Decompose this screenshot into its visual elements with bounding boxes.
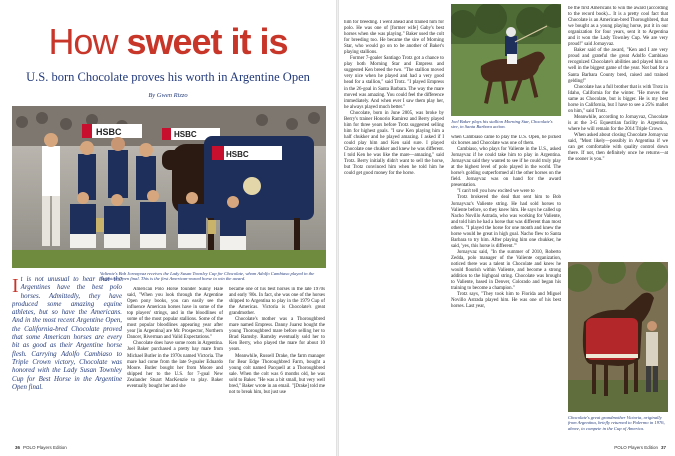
left-column-3	[229, 287, 325, 443]
paragraph: Baker said of the award, "Ken and I are very proud and grateful the great Adolfo Cambiaso recognized Chocolate's abilities and played him so well in the biggest game of the year. Not bad for a Santa Barbara County bred, raised and trained gelding!"	[568, 48, 668, 84]
paragraph: him for breeding. I went ahead and trained him for polo. He was one of [former wife] Gaby's best horses when she was playing." Baker used the colt for breeding too. He became the sire of Morning Star, who would go on to be another of Baker's playing stallions.	[344, 20, 444, 56]
paragraph: American Polo Horse founder Sunny Hale said, "When you look through the Argentine Open pony books, you can easily see the influence American horses have in some of the top players' strings, and in the bloodlines of some of the most popular stallions. Some of the most popular bloodlines appearing year after year [in Argentina] are Mr. Prospector, Northern Dancer, Riverman and Valid Expectations."	[127, 287, 223, 341]
paragraph: when Cambiaso came to play the U.S. Open, he picked six horses and Chocolate was one of them.	[451, 135, 561, 147]
right-page	[339, 0, 675, 456]
paragraph: became one of his best horses in the late 1970s and early '80s. In fact, she was one of the horses shipped to Argentina to play in the 1979 Cup of the Americas. Victoria is Chocolate's great grandmother.	[229, 287, 325, 317]
mare-photo-caption: Chocolate's great grandmother Victoria, originally from Argentina, briefly returned to Palermo in 1976, above, to compete in the Cup of America.	[568, 415, 665, 431]
right-column-2	[451, 135, 561, 443]
paragraph: Cambiaso, who plays for Valiente in the U.S., asked Jornayvaz if he could take him to play in Argentina. Jornayvaz said they wanted to see if he could truly play at the highest level of polo played in the world. The horse's golding outperformed all the other horses on the field. Jornayvaz was on hand for the award presentation.	[451, 147, 561, 189]
mare-photo	[568, 262, 668, 412]
intro-text: t is not unusual to hear that the Argentines have the best polo horses. Admittedly, they have produced some amazing equine athletes, but so have the Americans. And in the most recent Argentine Open, the California-bred Chocolate proved that some American horses are every bit as good as their Argentine horse flesh. Carrying Adolfo Cambiaso to Triple Crown victory, Chocolate was honored with the Lady Susan Townley Cup for Best Horse in the Argentine Open final.	[12, 276, 122, 391]
left-page-footer	[12, 445, 67, 450]
right-column-1	[344, 20, 444, 444]
right-column-3	[568, 6, 668, 258]
intro-paragraph	[12, 276, 122, 446]
paragraph: Former 7-goaler Santiago Trotz got a chance to play both Morning Star and Empress and suggested Ken breed the two. "The stallion moved very nice when he played and had a very good head for a stallion," said Trotz. "I played Empress in the 26-goal in Santa Barbara. The way the mare moved was amazing. You could feel the difference immediately. And when ever I saw them play her, he always played much better."	[344, 56, 444, 110]
hsbc-banner-2: HSBC	[174, 130, 197, 139]
headline-bold: sweet it is	[126, 21, 288, 62]
paragraph: Meanwhile, Russell Drake, the farm manager for Bear Edge Thoroughbred Farm, bought a young colt named Pacquell at a Thoroughbred sale. When the colt was 6 months old, he was sold to Baker. "He was a bit small, but very well bred," Baker wrote in an email. "[Drake] told me not to break him, but just use	[229, 353, 325, 395]
left-page	[0, 0, 336, 456]
publication-name: POLO Players Edition	[23, 445, 67, 450]
rider-photo-caption: Joel Baker plays his stallion Morning Star, Chocolate's sire, in Santa Barbara action.	[451, 119, 553, 130]
paragraph: Trotz brokered the deal that sent him to Bob Jornayvaz's Valiente string. He had sold horses to Valiente before, so they knew him. He says he called up Nacho Novillo Astrada, who was working for Valiente, and told him he had a horse that was different than most others. "I played the horse for one month and knew the horse would be great in high goal. Nacho flew to Santa Barbara to try him. After playing him one chukker, he said, 'yes, this horse is different.'"	[451, 195, 561, 249]
paragraph: When asked about closing Chocolate Jornayvaz said, "Most likely—possibly in Argentina if we can get comfortable with quality control down there. If not, then definitely once he returns—at the sooner is you."	[568, 132, 668, 163]
rider-photo	[451, 4, 561, 116]
right-page-footer	[614, 445, 669, 450]
page-number: 36	[15, 445, 21, 450]
page-number: 37	[660, 445, 666, 450]
headline-thin: How	[48, 21, 127, 62]
paragraph: Chocolate, born in June 2005, was broke by Berry's trainer Honorio Ramirez and Berry played him for three years before Trotz suggested selling him for highest goals. "I saw Ken playing him a half chukker and he played amazing. I asked if I could play him and Ken said sure. I played Chocolate one chukker and knew he was different. I told Ken he was like the mare—amazing," said Trotz. Berry initially didn't want to sell the horse, but Trotz convinced him when he told him he could get good money for the horse.	[344, 110, 444, 177]
award-photo-caption: Valiente's Bob Jornayvaz receives the Lady Susan Townley Cup for Chocolate, whom Adolfo Cambiaso played in the Argentine Open final. This is the first American-owned horse to win the award.	[100, 271, 315, 282]
publication-name: POLO Players Edition	[614, 445, 658, 450]
paragraph: Chocolate has a full brother that is with Trotz in Idaho, California for the winter. "He moves the same as Chocolate, but is bigger. He is my best horse in California, but I have to see a 25% mallet on him," said Trotz.	[568, 84, 668, 114]
paragraph: Trotz says, "They took him to Florida and Miguel Novillo Astrada played him. He was one of his best horses. Last year,	[451, 292, 561, 310]
paragraph: Chocolate's mother was a Thoroughbred mare named Empress. Danny Juarez bought the young Thoroughbred mare before selling her to Brad Ramsby. Ramsby eventually sold her to Ken Berry, who played the mare for about 10 years.	[229, 317, 325, 353]
hsbc-blanket: HSBC	[226, 150, 249, 159]
paragraph: Chocolate does have some roots in Argentina. Joel Baker purchased a pretty bay mare from Michael Butler in the 1970s named Victoria. The mare had come from the late 9-goaler Eduardo Moore. Butler bought her from Moore and shipped her to the U.S. for 7-goal New Zealander Stuart MacKenzie to play. Baker eventually bought her and she	[127, 341, 223, 389]
dropcap: I	[12, 276, 19, 297]
subheadline: U.S. born Chocolate proves his worth in Argentine Open	[26, 70, 310, 84]
left-column-2	[127, 287, 223, 443]
paragraph: be the first Americans to win the award (according to the record book)... It is a pretty cool fact that Chocolate is an American-bred Thoroughbred, that we bought as a young playing horse, put it in our organization for four years, sent it to Argentina and it won the Lady Townley Cup. We are very proud!" said Jornayvaz.	[568, 6, 668, 48]
byline: By Gwen Rizzo	[148, 92, 188, 99]
paragraph: Jornayvaz said, "In the summer of 2010, Roberto Zedda, polo manager of the Valiente organization, noticed there was a talent in Chocolate and knew he would flourish within Valiente, and become a strong addition to the highgoal string. Chocolate was brought to Valiente, based in Denver, Colorado and began his training to become a champion."	[451, 249, 561, 292]
award-ceremony-photo	[12, 106, 326, 268]
headline	[0, 22, 336, 62]
hsbc-banner-1: HSBC	[96, 127, 122, 137]
paragraph: "I can't tell you how excited we were to	[457, 189, 535, 195]
paragraph: Meanwhile, according to Jornayvaz, Chocolate is at the 3-G Equestrian facility in Argentina, where he will remain for the 2014 Triple Crown.	[568, 114, 668, 132]
